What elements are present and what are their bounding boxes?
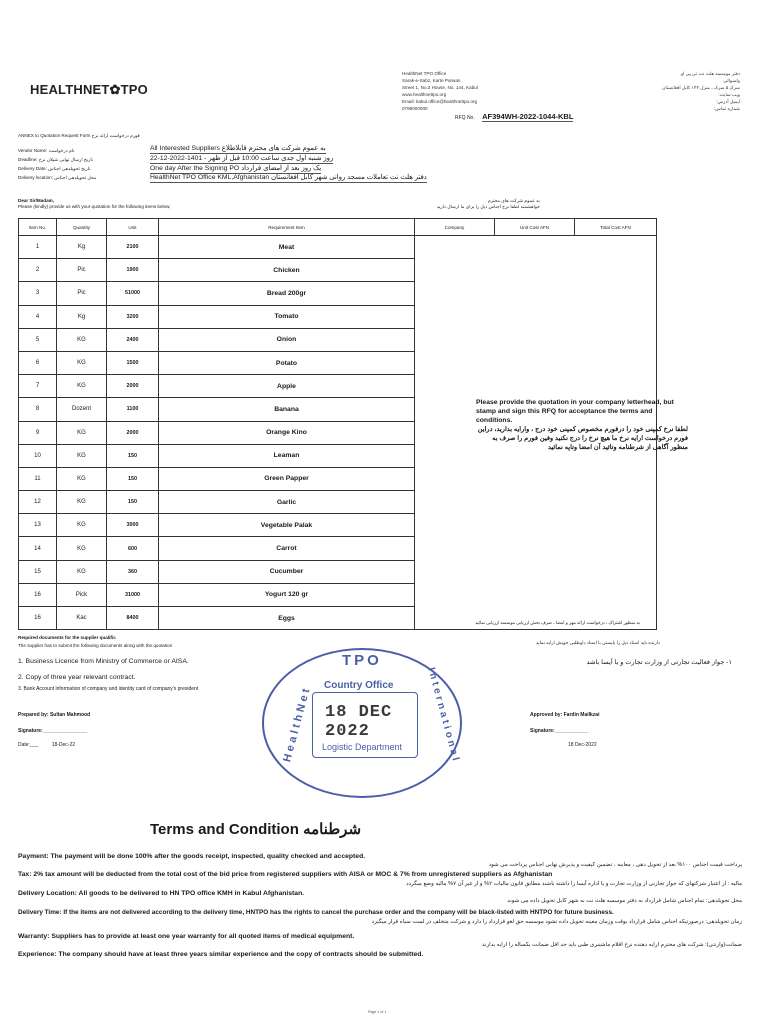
rfq-number <box>455 112 573 121</box>
healthnet-logo: HEALTHNET✿TPO <box>30 82 148 97</box>
salutation-line: Dear Sir/Madam, <box>18 198 54 203</box>
cell-unit: 1500 <box>107 351 159 374</box>
delivery-location-value: HealthNet TPO Office KML,Afghanistan دفتر هلث نت تعاملات مسجد روانی شهر کابل افغانستان <box>150 174 427 181</box>
vendor-label: Vendor Name: نام درخواست <box>18 148 75 153</box>
office-line: Sarak-e-Sabz, Karte Parwan <box>402 78 461 83</box>
col-header-item-no: Item No. <box>19 219 57 236</box>
terms-delivery-time-fa: زمان تحویلدهی: درصورتیکه اجناس شامل قرارداد بوقت وزمان معینه تحویل داده نشود موسسه حق لغو قرارداد را دارد و شرکت متخلف در لست سیاه قرار میگیرد <box>371 919 742 925</box>
rfq-label: RFQ No. <box>455 115 475 121</box>
salutation-fa-line: خواهشمند لطفا نرخ اجناس ذیل را برای ما ارسال دارید <box>436 204 540 209</box>
cell-requirement: Onion <box>159 328 415 351</box>
cell-unit: 31000 <box>107 583 159 606</box>
prepared-by: Prepared by: Sultan Mahmood <box>18 712 91 718</box>
instruction-en: Please provide the quotation in your company letterhead, but stamp and sign this RFQ for acceptance the terms and conditions. <box>476 399 674 424</box>
cell-item-no: 16 <box>19 607 57 630</box>
terms-payment-fa: پرداخت قیمت اجناس ۱۰۰% بعد از تحویل دهی ، معاینه ، تضمین کیفیت و پذیرش نهایی اجناس پرداخت می شود <box>488 862 742 868</box>
date-right: 18 Dec-2022 <box>568 742 597 748</box>
office-line-fa: دفتر موسسه هلت نت تی پی او <box>680 71 740 76</box>
stamp-date: 18 DEC 2022 <box>325 703 393 741</box>
stamp-left-text: HealthNet <box>281 684 314 764</box>
approved-by: Approved by: Fardin Mailkzai <box>530 712 600 718</box>
cell-requirement: Green Papper <box>159 467 415 490</box>
cell-unit: 2000 <box>107 375 159 398</box>
stamp-note-fa: به منظور اشتراک ، درخواست ارائه مهر و امضا ، صرف بخش ارزیابی موسسه ارزیابی نمائید <box>475 620 640 625</box>
cell-unit: 150 <box>107 467 159 490</box>
cell-unit: 2400 <box>107 328 159 351</box>
cell-unit: 1900 <box>107 259 159 282</box>
cell-item-no: 16 <box>19 583 57 606</box>
terms-tax-fa: مالیه : از اعتبار شرکتهای که جواز تجارتی از وزارت تجارت و یا اداره آیسا را داشته باشند مطابق قانون مالیات ۲% و از غیر آن ۷% مالیه وضع میگردد <box>406 881 742 887</box>
cell-item-no: 12 <box>19 491 57 514</box>
office-line: Email: kabul.office@healthnettpo.org <box>402 99 478 104</box>
cell-quantity: KG <box>57 328 107 351</box>
vendor-value: All Interested Suppliers به عموم شرکت های محترم قابلاطلاع <box>150 145 326 152</box>
terms-delivery-fa: محل تحویلدهی: تمام اجناس شامل قرارداد به دفتر موسسه هلث نت به شهر کابل تحویل داده می شوند <box>507 898 742 904</box>
office-line: Street 1, No.3 House, No. 144, Kabul <box>402 85 478 90</box>
instruction-fa: لطفا نرخ کمپنی خود را درفورم مخصوص کمپنی خود درج ، وارایه بدارید، دراین فورم درخواست ارایه نرخ ما هیچ نرخ را درج نکنید وفین فورم را صرف به منظور آگاهی از شرطنامه وتائید آن امضا وتاپه نمائید <box>477 426 688 451</box>
cell-unit: 2100 <box>107 236 159 259</box>
delivery-date-value: One day After the Signing PO یک روز بعد از امضای قرارداد <box>150 165 322 172</box>
cell-unit: 360 <box>107 560 159 583</box>
office-line: www.healthnettpo.org <box>402 92 447 97</box>
stamp-right-text: International <box>425 666 462 765</box>
cell-quantity: KG <box>57 491 107 514</box>
cell-item-no: 11 <box>19 467 57 490</box>
table-header-row <box>19 219 657 236</box>
cell-item-no: 14 <box>19 537 57 560</box>
cell-item-no: 8 <box>19 398 57 421</box>
cell-item-no: 1 <box>19 236 57 259</box>
cell-quantity: Pic <box>57 282 107 305</box>
cell-unit: 1100 <box>107 398 159 421</box>
delivery-location-label: Delivery location: محل تحویلدهی اجناس <box>18 175 97 180</box>
deadline-value: 22-12-2022-1401 - روز شنبه اول جدی ساعت 10:00 قبل از ظهر <box>150 155 334 162</box>
cell-unit: 51000 <box>107 282 159 305</box>
cell-quantity: KG <box>57 375 107 398</box>
cell-item-no: 13 <box>19 514 57 537</box>
required-doc-1-fa: ۱- جواز فعالیت تجارتی از وزارت تجارت و یا آیسا باشد <box>586 659 732 666</box>
col-header-quantity: Quantity <box>57 219 107 236</box>
deadline-label: Deadline: تاریخ ارسال نهایی شیلان نرخ <box>18 157 94 162</box>
required-docs <box>18 634 172 650</box>
salutation <box>18 198 170 210</box>
office-address-en <box>402 70 582 112</box>
cell-item-no: 5 <box>19 328 57 351</box>
required-docs-subtitle-fa: دارنده باید اسناد ذیل را بایستی با اسناد داوطلبی خویش ارایه نماید <box>535 640 660 645</box>
cell-unit: 3200 <box>107 305 159 328</box>
date-left-label: Date:___ <box>18 742 39 748</box>
cell-item-no: 2 <box>19 259 57 282</box>
stamp-top-text: TPO <box>342 652 382 669</box>
cell-unit: 3000 <box>107 514 159 537</box>
terms-delivery: Delivery Location: All goods to be delivered to HN TPO office KMH in Kabul Afghanistan. <box>18 890 305 897</box>
cell-requirement: Vegetable Palak <box>159 514 415 537</box>
cell-item-no: 15 <box>19 560 57 583</box>
terms-title: Terms and Condition شرطنامه <box>150 821 362 838</box>
office-stamp <box>262 648 462 798</box>
cell-unit: 8400 <box>107 607 159 630</box>
cell-requirement: Eggs <box>159 607 415 630</box>
cell-item-no: 7 <box>19 375 57 398</box>
cell-item-no: 10 <box>19 444 57 467</box>
cell-quantity: Kg <box>57 236 107 259</box>
office-line: 0799000000 <box>402 106 428 111</box>
col-header-unit-cost: Unit Cost AFN <box>495 219 575 236</box>
cell-unit: 150 <box>107 491 159 514</box>
terms-warranty-fa: ضمانت(وارنتی): شرکت های محترم ارایه دهنده نرخ اقلام ماشینری طبی باید حد اقل ضمانت یکساله را ارایه بدارند <box>481 942 742 948</box>
cell-requirement: Potato <box>159 351 415 374</box>
office-line-fa: ایمیل آدرس: <box>716 99 740 104</box>
office-line: HealthNet TPO Office <box>402 71 447 76</box>
terms-tax: Tax: 2% tax amount will be deducted from the total cost of the bid price from registered suppliers with AISA or MOC & 7% from unregistered suppliers as Afghanistan <box>18 871 553 878</box>
annex-title: ANNEX to Quotation Request Form فورم درخواست ارائه نرخ <box>18 133 140 138</box>
cell-requirement: Orange Kino <box>159 421 415 444</box>
terms-experience: Experience: The company should have at least three years similar experience and the copy of contracts should be submitted. <box>18 951 424 958</box>
col-header-unit: Unit <box>107 219 159 236</box>
col-header-requirement: Requirement Item <box>159 219 415 236</box>
required-doc-2: 2. Copy of three year relevant contract. <box>18 674 136 681</box>
office-line-fa: شماره تماس: <box>713 106 740 111</box>
cell-quantity: KG <box>57 537 107 560</box>
cell-quantity: KG <box>57 514 107 537</box>
salutation-line: Please (kindly) provide us with your quotation for the following items below, <box>18 204 171 209</box>
col-header-total-cost: Total Cost AFN <box>575 219 657 236</box>
salutation-fa-line: به عموم شرکت های محترم <box>487 198 540 203</box>
cell-unit: 600 <box>107 537 159 560</box>
rfq-value: AF394WH-2022-1044-KBL <box>482 112 574 121</box>
terms-payment: Payment: The payment will be done 100% after the goods receipt, inspected, quality checked and accepted. <box>18 853 366 860</box>
terms-delivery-time: Delivery Time: If the items are not delivered according to the delivery time, HNTPO has the rights to cancel the purchase order and the company will be black-listed with HNTPO for future business. <box>18 909 614 916</box>
cell-requirement: Garlic <box>159 491 415 514</box>
cell-requirement: Tomato <box>159 305 415 328</box>
required-docs-subtitle: The supplier has to submit the following documents along with the quotation <box>18 643 173 648</box>
cell-requirement: Cucumber <box>159 560 415 583</box>
quotation-instruction <box>476 398 688 452</box>
cell-requirement: Banana <box>159 398 415 421</box>
cell-unit: 2000 <box>107 421 159 444</box>
office-line-fa: ولسوالی <box>723 78 740 83</box>
cell-quantity: KG <box>57 467 107 490</box>
cell-requirement: Bread 200gr <box>159 282 415 305</box>
office-line-fa: ویب سایت: <box>718 92 740 97</box>
cell-quantity: KG <box>57 560 107 583</box>
cell-quantity: Dozent <box>57 398 107 421</box>
salutation-fa <box>360 198 540 210</box>
delivery-date-label: Delivery Date: تاریخ تحویلدهی اجناس <box>18 166 91 171</box>
stamp-company: Country Office <box>324 680 394 691</box>
col-header-company: Company <box>415 219 495 236</box>
office-line-fa: سرک ۵ سرک ، منزل ۱۴۴ کابل افغانستان <box>662 85 740 90</box>
required-doc-1: 1. Business Licence from Ministry of Commerce or AISA. <box>18 658 189 665</box>
page-number: Page 1 of 1 <box>368 1010 387 1014</box>
terms-warranty: Warranty: Suppliers has to provide at least one year warranty for all quoted items of medical equipment. <box>18 933 355 940</box>
cell-requirement: Meat <box>159 236 415 259</box>
cell-item-no: 4 <box>19 305 57 328</box>
cell-requirement: Leaman <box>159 444 415 467</box>
cell-quantity: Kac <box>57 607 107 630</box>
cell-quantity: KG <box>57 421 107 444</box>
cell-quantity: KG <box>57 351 107 374</box>
signature-left: Signature:________________ <box>18 728 88 734</box>
cell-item-no: 6 <box>19 351 57 374</box>
signature-right: Signature:____________ <box>530 728 589 734</box>
date-left-value: 18-Dec-22 <box>51 742 76 748</box>
stamp-department: Logistic Department <box>322 742 403 752</box>
table-row <box>19 236 657 259</box>
cell-quantity: Kg <box>57 305 107 328</box>
required-doc-3: 3. Bank Account information of company and identity card of company's president <box>18 686 199 692</box>
required-docs-title: Required documents for the supplier qualific <box>18 635 116 640</box>
office-address-fa <box>590 70 740 112</box>
cell-quantity: Pic <box>57 259 107 282</box>
cell-requirement: Chicken <box>159 259 415 282</box>
cell-requirement: Carrot <box>159 537 415 560</box>
cell-requirement: Apple <box>159 375 415 398</box>
cell-requirement: Yogurt 120 gr <box>159 583 415 606</box>
cell-unit: 150 <box>107 444 159 467</box>
cell-quantity: Pick <box>57 583 107 606</box>
cell-quantity: KG <box>57 444 107 467</box>
cell-item-no: 9 <box>19 421 57 444</box>
date-left <box>18 742 75 748</box>
cell-item-no: 3 <box>19 282 57 305</box>
